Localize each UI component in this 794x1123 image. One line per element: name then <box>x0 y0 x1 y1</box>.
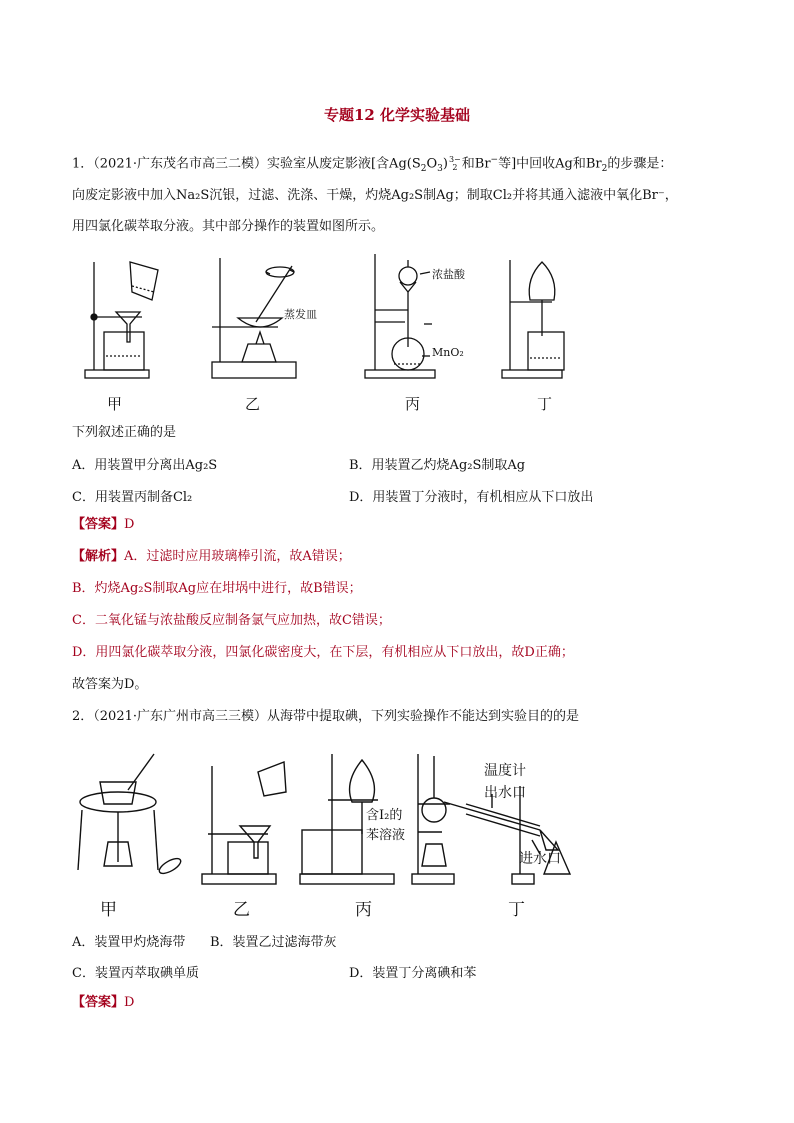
q2-apparatus-svg <box>72 750 632 890</box>
q1-sub-3: 3 <box>437 163 443 174</box>
q1-answer-label: 【答案】 <box>72 517 125 532</box>
q1-label-evap-dish: 蒸发皿 <box>284 308 317 321</box>
q2-apparatus-yi <box>202 762 286 884</box>
q1-stem-line1 <box>72 151 672 178</box>
q1-analysis-b: B．灼烧Ag₂S制取Ag应在坩埚中进行，故B错误； <box>72 581 362 596</box>
q1-sub-2b: 2 <box>601 163 608 174</box>
q2-option-d: D．装置丁分离碘和苯 <box>349 966 477 981</box>
q2-option-a: A．装置甲灼烧海带 <box>72 935 186 950</box>
q1-answer-value: D <box>124 517 135 532</box>
q1-apparatus-jia <box>85 262 158 378</box>
q2-label-water-in: 进水口 <box>519 851 561 867</box>
q2-figures <box>72 750 632 894</box>
q1-stem-part-c: ) <box>442 156 448 172</box>
q1-label-mno2: MnO₂ <box>432 346 464 359</box>
q1-option-a: A．用装置甲分离出Ag₂S <box>72 458 218 473</box>
q1-sub: 2 <box>452 162 458 172</box>
q1-sup-minus: − <box>490 155 499 165</box>
q2-fig-label-bing: 丙 <box>355 900 372 920</box>
q1-fig-label-yi: 乙 <box>245 395 261 413</box>
q1-analysis-d: D．用四氯化碳萃取分液，四氯化碳密度大，在下层，有机相应从下口放出，故D正确； <box>72 645 574 660</box>
q2-label-thermometer: 温度计 <box>484 763 526 779</box>
q2-label-solution-a: 含I₂的 <box>366 808 403 823</box>
q1-stem-part-f: 的步骤是： <box>607 156 673 172</box>
q1-conclusion: 故答案为D。 <box>72 677 148 692</box>
q1-fig-label-jia: 甲 <box>107 395 123 413</box>
q2-fig-label-jia: 甲 <box>100 900 117 920</box>
q1-stem-line3: 用四氯化碳萃取分液。其中部分操作的装置如图所示。 <box>72 219 385 234</box>
q1-analysis-a: A．过滤时应用玻璃棒引流，故A错误； <box>124 549 351 564</box>
q1-option-d: D．用装置丁分液时，有机相应从下口放出 <box>349 490 594 505</box>
q1-fig-label-bing: 丙 <box>405 395 421 413</box>
q2-option-c: C．装置丙萃取碘单质 <box>72 966 199 981</box>
q1-label-conc-hcl: 浓盐酸 <box>432 268 465 281</box>
q1-option-c: C．用装置丙制备Cl₂ <box>72 490 193 505</box>
page-title: 专题12 化学实验基础 <box>323 106 471 124</box>
q1-stem-line2: 向废定影液中加入Na₂S沉银，过滤、洗涤、干燥，灼烧Ag₂S制Ag；制取Cl₂并将其通入滤液中氧化Br⁻， <box>72 188 678 203</box>
q1-stem-part-e: 等]中回收Ag和Br <box>498 156 602 172</box>
q2-stem: 2．（2021·广东广州市高三三模）从海带中提取碘，下列实验操作不能达到实验目的的是 <box>72 709 579 724</box>
q1-sup: 3− <box>448 154 461 164</box>
q1-analysis-label: 【解析】 <box>72 549 125 564</box>
q1-option-b: B．用装置乙灼烧Ag₂S制取Ag <box>349 458 526 473</box>
q1-sub-2a: 2 <box>420 163 427 174</box>
q1-analysis-c: C．二氧化锰与浓盐酸反应制备氯气应加热，故C错误； <box>72 613 391 628</box>
q1-prompt: 下列叙述正确的是 <box>72 425 177 440</box>
q1-apparatus-ding <box>502 260 564 378</box>
q2-label-water-out: 出水口 <box>484 785 526 801</box>
q2-apparatus-jia <box>78 754 183 876</box>
q2-option-b: B．装置乙过滤海带灰 <box>210 935 337 950</box>
q1-stem-part-a: 1．（2021·广东茂名市高三二模）实验室从废定影液[含Ag(S <box>72 156 421 172</box>
q1-fig-label-ding: 丁 <box>537 395 553 413</box>
q1-ion-charge <box>449 156 461 172</box>
q1-stem-part-d: 和Br <box>461 156 491 172</box>
q1-stem-part-b: O <box>426 156 438 172</box>
q2-answer <box>72 994 134 1012</box>
q2-fig-label-yi: 乙 <box>233 900 250 920</box>
q1-answer <box>72 516 134 534</box>
q2-label-solution-b: 苯溶液 <box>366 828 406 843</box>
q2-answer-label: 【答案】 <box>72 995 125 1010</box>
q2-fig-label-ding: 丁 <box>508 900 525 920</box>
q2-answer-value: D <box>124 995 135 1010</box>
q1-apparatus-bing <box>365 254 435 378</box>
q1-analysis-line1 <box>72 548 351 566</box>
